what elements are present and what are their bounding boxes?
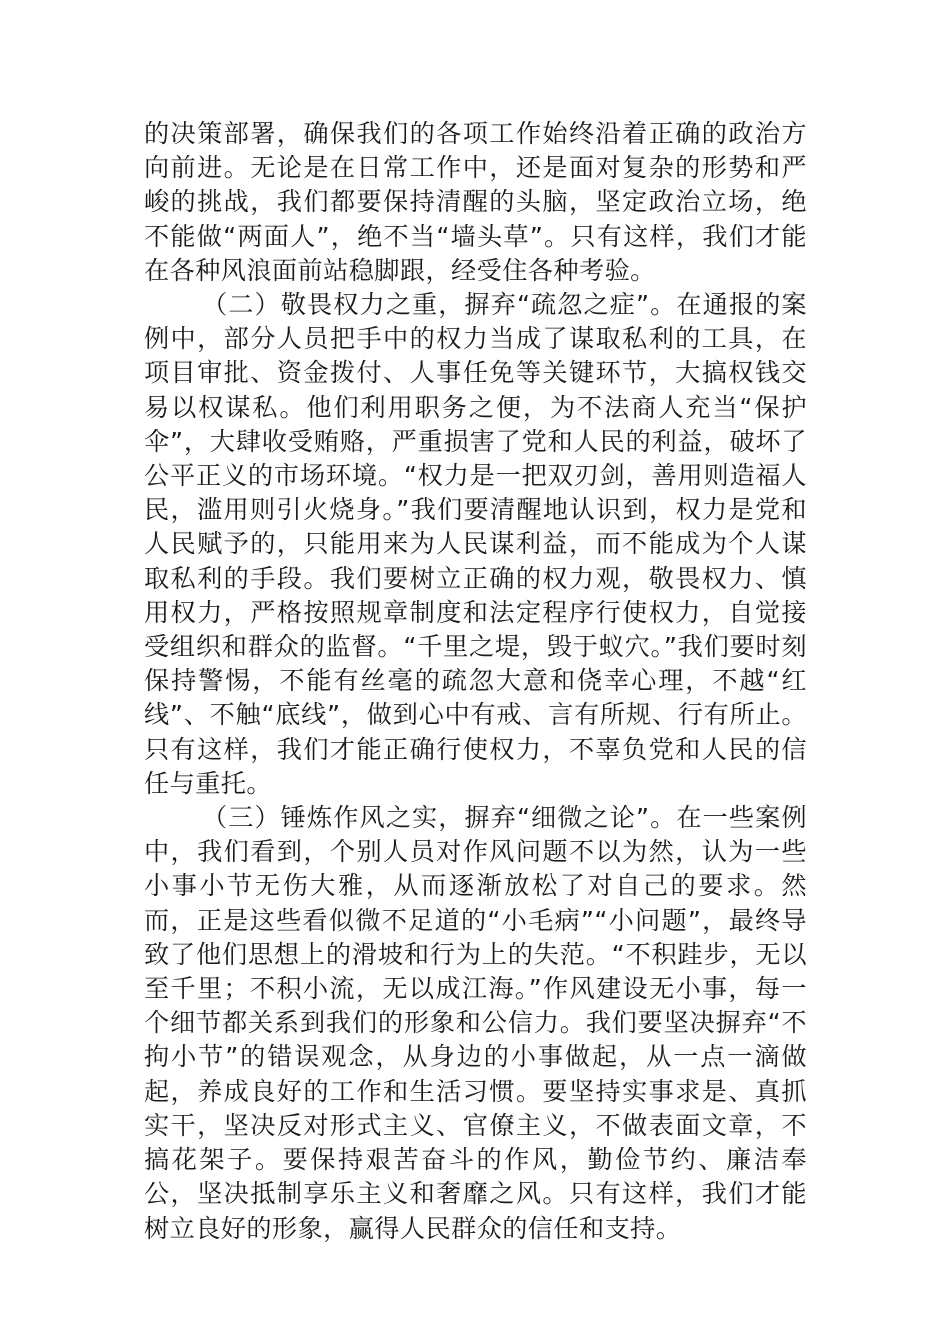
paragraph-section-2: （二）敬畏权力之重，摒弃“疏忽之症”。在通报的案例中，部分人员把手中的权力当成了谋取私利的工具，在项目审批、资金拨付、人事任免等关键环节，大搞权钱交易以权谋私。他们利用职务之便，为不法商人充当“保护伞”，大肆收受贿赂，严重损害了党和人民的利益，破坏了公平正义的市场环境。“权力是一把双刃剑，善用则造福人民，滥用则引火烧身。”我们要清醒地认识到，权力是党和人民赋予的，只能用来为人民谋利益，而不能成为个人谋取私利的手段。我们要树立正确的权力观，敬畏权力、慎用权力，严格按照规章制度和法定程序行使权力，自觉接受组织和群众的监督。“千里之堤，毁于蚁穴。”我们要时刻保持警惕，不能有丝毫的疏忽大意和侥幸心理，不越“红线”、不触“底线”，做到心中有戒、言有所规、行有所止。只有这样，我们才能正确行使权力，不辜负党和人民的信任与重托。 bbox=[144, 290, 807, 798]
document-body bbox=[144, 117, 807, 1246]
paragraph-section-3: （三）锤炼作风之实，摒弃“细微之论”。在一些案例中，我们看到，个别人员对作风问题不以为然，认为一些小事小节无伤大雅，从而逐渐放松了对自己的要求。然而，正是这些看似微不足道的“小毛病”“小问题”，最终导致了他们思想上的滑坡和行为上的失范。“不积跬步，无以至千里；不积小流，无以成江海。”作风建设无小事，每一个细节都关系到我们的形象和公信力。我们要坚决摒弃“不拘小节”的错误观念，从身边的小事做起，从一点一滴做起，养成良好的工作和生活习惯。要坚持实事求是、真抓实干，坚决反对形式主义、官僚主义，不做表面文章，不搞花架子。要保持艰苦奋斗的作风，勤俭节约、廉洁奉公，坚决抵制享乐主义和奢靡之风。只有这样，我们才能树立良好的形象，赢得人民群众的信任和支持。 bbox=[144, 803, 807, 1243]
paragraph-continuation: 的决策部署，确保我们的各项工作始终沿着正确的政治方向前进。无论是在日常工作中，还是面对复杂的形势和严峻的挑战，我们都要保持清醒的头脑，坚定政治立场，绝不能做“两面人”，绝不当“墙头草”。只有这样，我们才能在各种风浪面前站稳脚跟，经受住各种考验。 bbox=[144, 119, 807, 285]
